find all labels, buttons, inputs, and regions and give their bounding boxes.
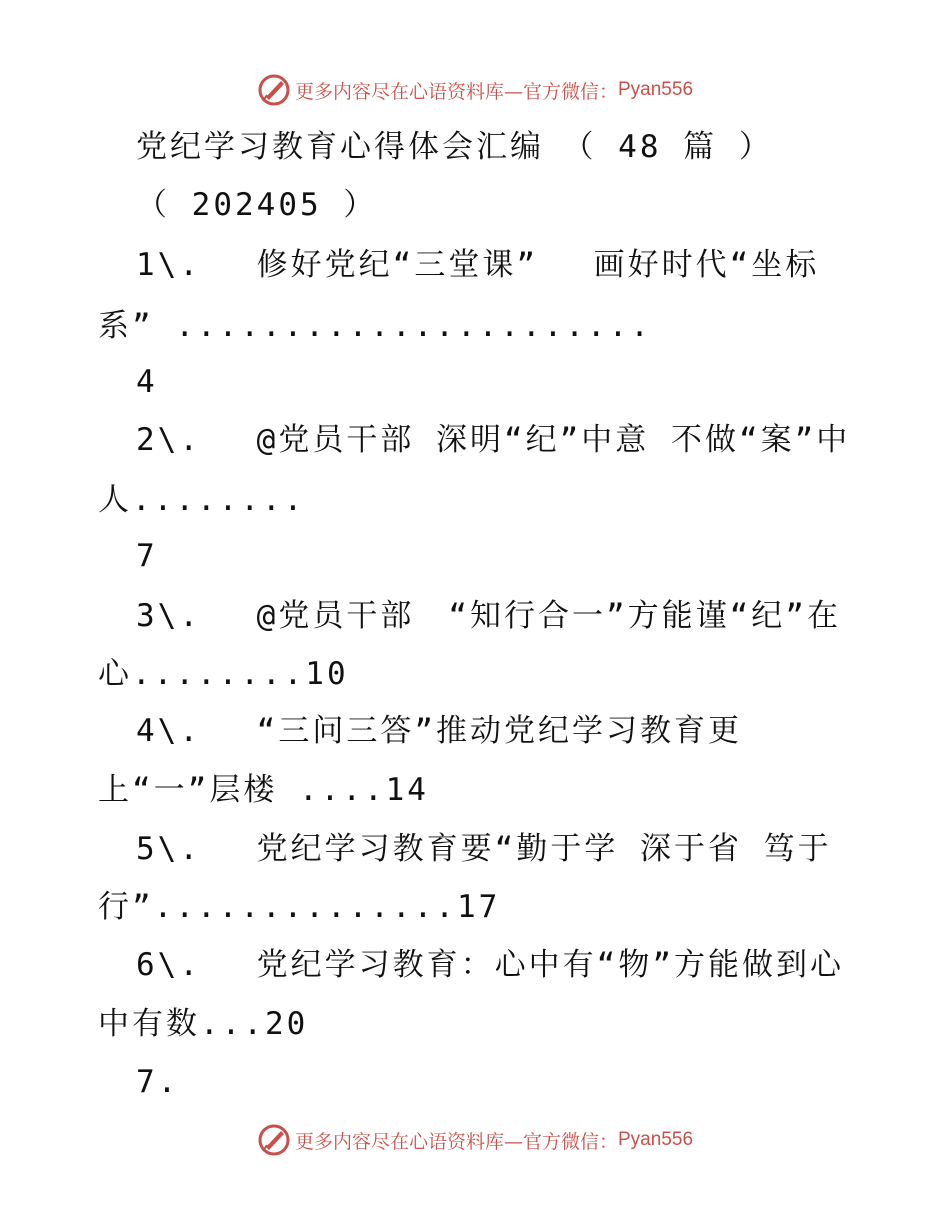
toc-item-7-line1: 7.: [136, 1064, 180, 1100]
toc-item-1-line1: 1\. 修好党纪“三堂课” 画好时代“坐标: [136, 247, 820, 283]
toc-item-3-line2: 心........10: [98, 656, 349, 692]
toc-item-6-line2: 中有数...20: [98, 1006, 309, 1042]
toc-item-6-line1: 6\. 党纪学习教育：心中有“物”方能做到心: [136, 947, 844, 983]
quill-logo-icon: [257, 73, 291, 107]
toc-item-2-line1: 2\. @党员干部 深明“纪”中意 不做“案”中: [136, 422, 851, 458]
quill-logo-icon: [257, 1123, 291, 1157]
toc-item-4-line1: 4\. “三问三答”推动党纪学习教育更: [136, 713, 742, 749]
watermark-wechat-id: Pyan556: [618, 79, 694, 100]
toc-item-3-line1: 3\. @党员干部 “知行合一”方能谨“纪”在: [136, 598, 841, 634]
watermark-wechat-id: Pyan556: [618, 1129, 694, 1150]
toc-item-2-line2: 人........: [98, 482, 306, 518]
toc-item-1-line2: 系” ......................: [98, 308, 652, 344]
watermark-footer: [0, 1120, 950, 1160]
toc-item-5-line2: 行”..............17: [98, 889, 501, 925]
watermark-header: [0, 70, 950, 110]
document-date: （ 202405 ）: [136, 187, 378, 223]
watermark-text: 更多内容尽在心语资料库—官方微信：: [294, 1130, 618, 1153]
toc-item-2-page: 7: [136, 538, 158, 574]
document-title: 党纪学习教育心得体会汇编 （ 48 篇 ）: [136, 129, 773, 165]
watermark-text: 更多内容尽在心语资料库—官方微信：: [294, 80, 618, 103]
toc-item-5-line1: 5\. 党纪学习教育要“勤于学 深于省 笃于: [136, 831, 832, 867]
toc-item-1-page: 4: [136, 364, 158, 400]
toc-item-4-line2: 上“一”层楼 ....14: [98, 772, 429, 808]
